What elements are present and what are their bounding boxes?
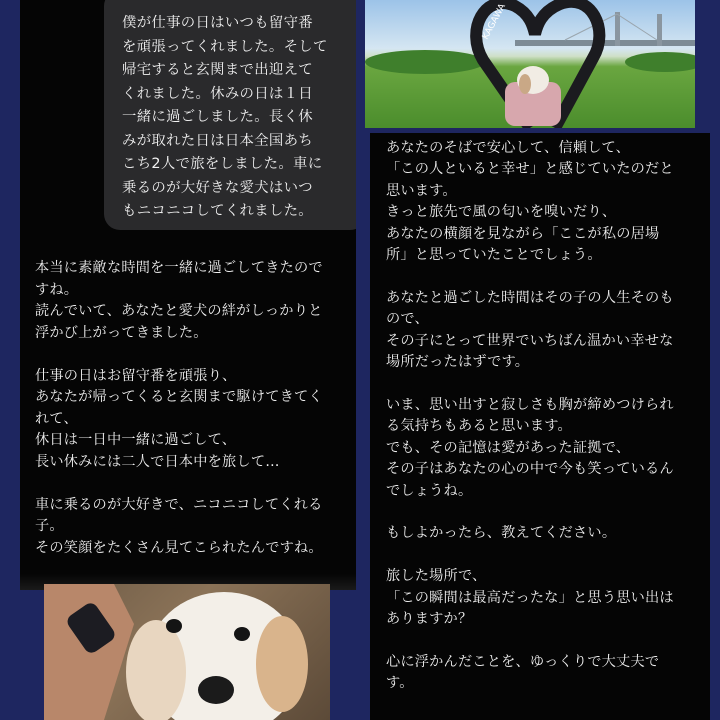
tree-line: [365, 50, 485, 74]
user-message-text: 僕が仕事の日はいつも留守番 を頑張ってくれました。そして 帰宅すると玄関まで出迎えて くれました。休みの日は１日 一緒に過ごしました。長く休 みが取れた日は日本全国あち こち2人で旅をしました。車に 乗るのが大好きな愛犬はいつ もニコニコしてくれました。: [122, 15, 328, 219]
heart-monument-illustration: [365, 0, 695, 128]
tree-line: [625, 52, 695, 72]
dog-nose: [198, 676, 234, 704]
chat-panel-left[interactable]: [20, 0, 356, 590]
bridge-cable: [617, 14, 657, 40]
bridge-tower: [615, 12, 620, 46]
user-message-bubble: [104, 0, 356, 230]
dog-ear: [519, 74, 531, 94]
assistant-message-text: 本当に素敵な時間を一緒に過ごしてきたので すね。 読んでいて、あなたと愛犬の絆がしっかりと 浮かび上がってきました。 仕事の日はお留守番を頑張り、 あなたが帰ってくると玄関まで駆けてきてく れて、 休日は一日中一緒に過ごして、 長い休みには二人で日本中を旅して… 車に乗るのが大好きで、ニコニコしてくれる 子。 その笑顔をたくさん見てこられたんですね。: [35, 260, 323, 556]
photo-dog-closeup: [44, 584, 330, 720]
photo-heart-monument: [365, 0, 695, 128]
dog-ear-right: [256, 616, 308, 712]
chat-panel-right[interactable]: [370, 133, 710, 720]
dog-closeup-illustration: [44, 584, 330, 720]
assistant-message-text: あなたのそばで安心して、信頼して、 「この人といると幸せ」と感じていたのだと 思います。 きっと旅先で風の匂いを嗅いだり、 あなたの横顔を見ながら「ここが私の居場 所」と思っていたことでしょう。 あなたと過ごした時間はその子の人生そのも ので、 その子にとって世界でいちばん温かい幸せな 場所だったはずです。 いま、思い出すと寂しさも胸が締めつけられ る気持ちもあると思います。 でも、その記憶は愛があった証拠で、 その子はあなたの心の中で今も笑っているん でしょうね。 もしよかったら、教えてください。 旅した場所で、 「この瞬間は最高だったな」と思う思い出は ありますか？ 心に浮かんだことを、ゆっくりで大丈夫で す。: [386, 140, 674, 692]
dog-eye-right: [234, 627, 250, 641]
dog-ear-left: [126, 620, 186, 720]
monument-sign-text: KAGAWA: [480, 2, 508, 42]
bridge-tower: [657, 14, 662, 46]
dog-eye-left: [166, 619, 182, 633]
